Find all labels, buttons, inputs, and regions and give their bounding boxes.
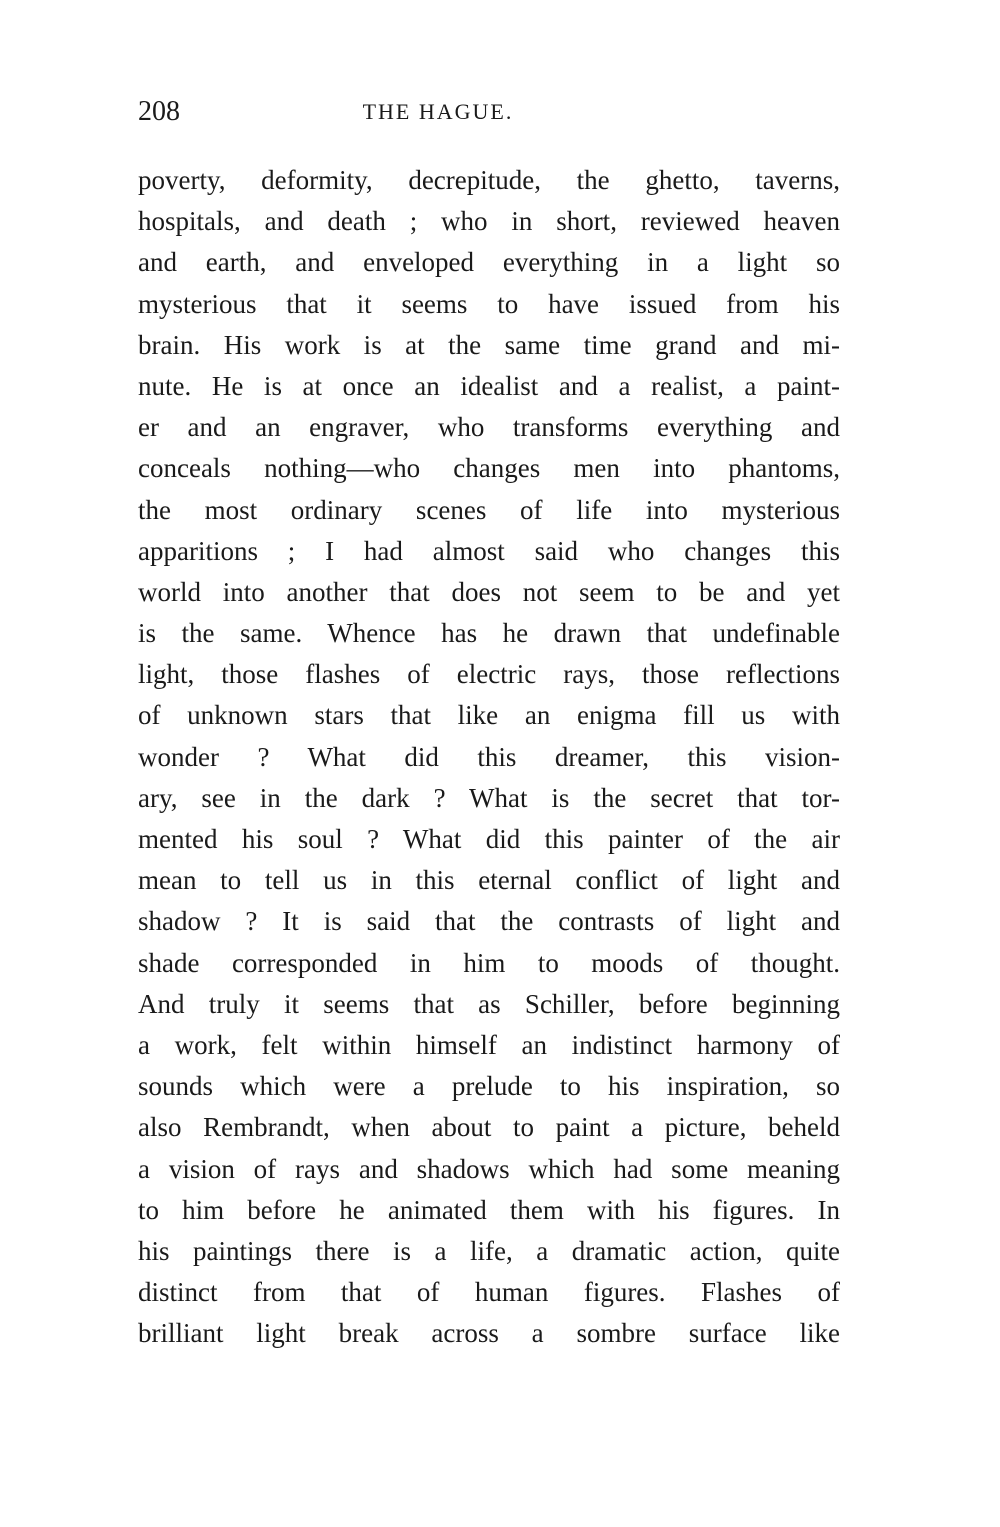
text-line: er and an engraver, who transforms everything and: [138, 412, 840, 443]
text-line: a vision of rays and shadows which had some meaning: [138, 1153, 840, 1184]
text-line: And truly it seems that as Schiller, before beginning: [138, 988, 840, 1019]
body-text: [138, 160, 840, 1354]
text-line: poverty, deformity, decrepitude, the ghetto, taverns,: [138, 165, 840, 195]
text-line: apparitions ; I had almost said who changes this: [138, 535, 840, 566]
running-head: [138, 92, 840, 132]
text-line: brilliant light break across a sombre surface like: [138, 1318, 840, 1349]
text-line: mented his soul ? What did this painter of the air: [138, 824, 840, 854]
text-line: brain. His work is at the same time grand and mi-: [138, 329, 840, 360]
text-line: his paintings there is a life, a dramatic action, quite: [138, 1235, 840, 1266]
text-line: also Rembrandt, when about to paint a picture, beheld: [138, 1112, 840, 1143]
text-line: conceals nothing—who changes men into phantoms,: [138, 453, 840, 484]
text-line: to him before he animated them with his figures. In: [138, 1194, 840, 1225]
text-line: of unknown stars that like an enigma fill us with: [138, 700, 840, 731]
text-line: shadow ? It is said that the contrasts of light and: [138, 906, 840, 937]
text-line: mysterious that it seems to have issued from his: [138, 288, 840, 319]
page-number: 208: [138, 96, 180, 127]
text-line: wonder ? What did this dreamer, this vision-: [138, 741, 840, 772]
text-line: mean to tell us in this eternal conflict of light and: [138, 865, 840, 896]
text-line: sounds which were a prelude to his inspiration, so: [138, 1071, 840, 1102]
text-line: the most ordinary scenes of life into mysterious: [138, 494, 840, 525]
text-line: nute. He is at once an idealist and a realist, a paint-: [138, 370, 840, 401]
text-line: ary, see in the dark ? What is the secret that tor-: [138, 782, 840, 813]
text-line: is the same. Whence has he drawn that undefinable: [138, 618, 840, 649]
text-line: shade corresponded in him to moods of thought.: [138, 947, 840, 978]
text-line: a work, felt within himself an indistinct harmony of: [138, 1029, 840, 1060]
text-line: and earth, and enveloped everything in a light so: [138, 247, 840, 278]
text-line: hospitals, and death ; who in short, reviewed heaven: [138, 206, 840, 237]
running-title: THE HAGUE.: [362, 99, 514, 124]
text-line: light, those flashes of electric rays, those reflections: [138, 659, 840, 690]
text-line: distinct from that of human figures. Flashes of: [138, 1277, 840, 1308]
text-line: world into another that does not seem to be and yet: [138, 576, 840, 607]
